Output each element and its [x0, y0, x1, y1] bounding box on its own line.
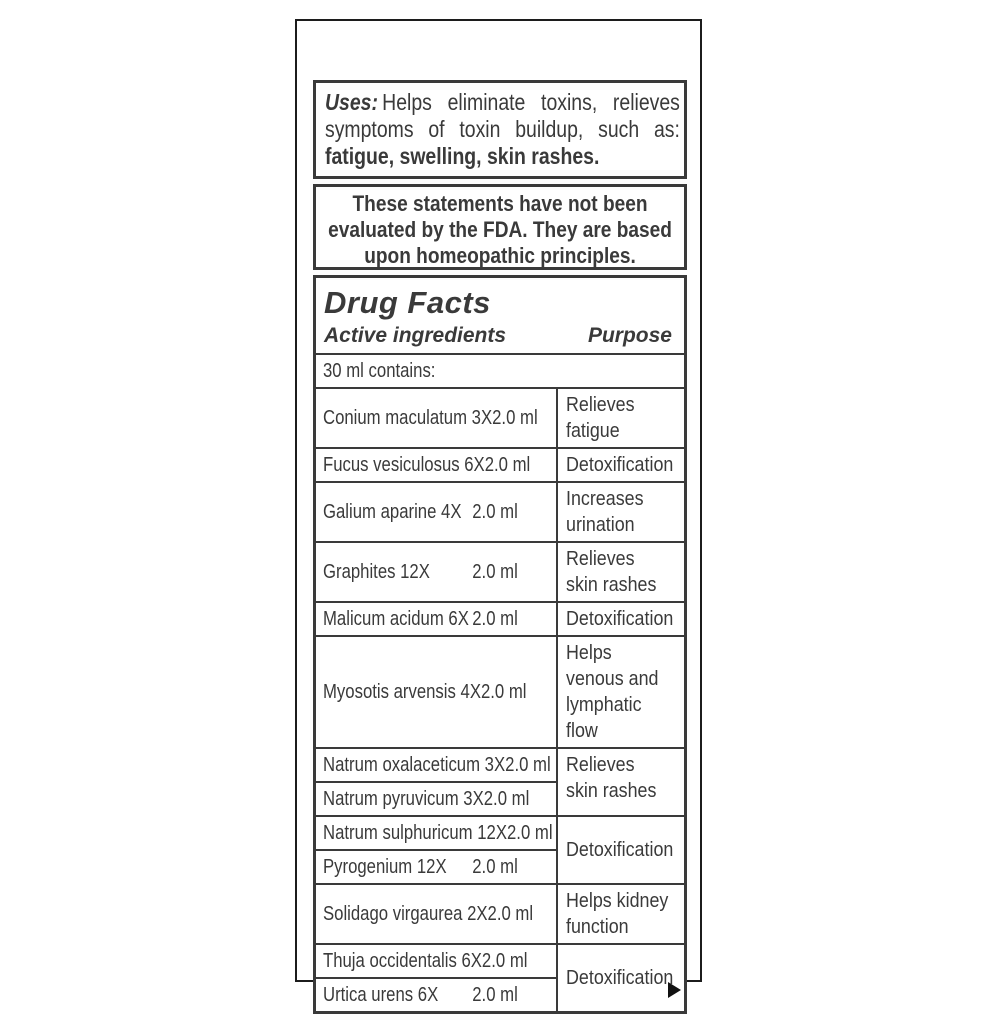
ingredient-amount: 2.0 ml: [487, 903, 534, 925]
purpose-text: Detoxification: [566, 454, 674, 476]
ingredient-name: Fucus vesiculosus 6X: [323, 454, 485, 476]
ingredient-line: [323, 820, 553, 846]
ingredient-group: [316, 943, 684, 1011]
purpose-cell: [556, 603, 684, 635]
table-column-headers: [316, 321, 684, 353]
ingredient-line: [323, 452, 530, 478]
fda-disclaimer-section: [313, 184, 687, 270]
ingredient-row: [316, 483, 556, 541]
ingredient-name: Myosotis arvensis 4X: [323, 681, 481, 703]
ingredient-amount: 2.0 ml: [472, 856, 518, 878]
ingredient-row: [316, 885, 556, 943]
ingredient-name: Pyrogenium 12X: [323, 856, 447, 878]
ingredient-column: [316, 449, 556, 481]
ingredient-row: [316, 781, 556, 815]
ingredient-amount: 2.0 ml: [472, 608, 518, 630]
ingredient-group: [316, 635, 684, 747]
ingredient-line: [323, 606, 518, 632]
uses-section: [313, 80, 687, 179]
ingredient-row: [316, 637, 556, 747]
ingredient-group: [316, 387, 684, 447]
ingredient-line: [323, 786, 529, 812]
ingredient-line: [323, 854, 518, 880]
ingredient-name: Galium aparine 4X: [323, 501, 462, 523]
ingredient-line: [323, 982, 518, 1008]
ingredient-group: [316, 601, 684, 635]
ingredient-row: [316, 749, 556, 781]
ingredient-column: [316, 749, 556, 815]
purpose-cell: [556, 885, 684, 943]
ingredient-column: [316, 603, 556, 635]
drug-facts-title: Drug Facts: [324, 285, 491, 320]
column-header-purpose: Purpose: [587, 324, 672, 347]
contains-row: [316, 353, 684, 387]
ingredient-amount: 2.0 ml: [472, 984, 518, 1006]
ingredient-group: [316, 747, 684, 815]
ingredient-row: [316, 945, 556, 977]
purpose-text: Increases urination: [566, 488, 644, 536]
ingredient-column: [316, 483, 556, 541]
continuation-arrow-icon: [668, 982, 681, 998]
purpose-cell: [556, 483, 684, 541]
purpose-text: Relieves skin rashes: [566, 548, 657, 596]
ingredient-column: [316, 817, 556, 883]
purpose-text: Detoxification: [566, 608, 674, 630]
contains-note: 30 ml contains:: [323, 360, 436, 382]
ingredient-group: [316, 815, 684, 883]
ingredient-name: Malicum acidum 6X: [323, 608, 469, 630]
ingredient-row: [316, 849, 556, 883]
ingredient-column: [316, 945, 556, 1011]
ingredient-amount: 2.0 ml: [481, 950, 528, 972]
purpose-cell: [556, 749, 684, 815]
fda-disclaimer-text: These statements have not been evaluated by the FDA. They are based upon homeopathic principles.: [328, 191, 672, 268]
ingredient-group: [316, 541, 684, 601]
uses-paragraph: [325, 89, 680, 170]
ingredient-group: [316, 481, 684, 541]
ingredient-line: [323, 901, 533, 927]
drug-facts-panel: [313, 275, 687, 1014]
ingredient-row: [316, 543, 556, 601]
ingredient-column: [316, 389, 556, 447]
ingredient-amount: 2.0 ml: [506, 822, 553, 844]
ingredient-row: [316, 977, 556, 1011]
ingredient-column: [316, 637, 556, 747]
ingredient-name: Conium maculatum 3X: [323, 407, 493, 429]
purpose-cell: [556, 817, 684, 883]
column-header-active-ingredients: Active ingredients: [324, 324, 507, 347]
purpose-cell: [556, 637, 684, 747]
ingredient-row: [316, 389, 556, 447]
ingredient-amount: 2.0 ml: [484, 454, 531, 476]
ingredient-row: [316, 817, 556, 849]
uses-heading: Uses:: [325, 89, 378, 115]
ingredient-amount: 2.0 ml: [472, 561, 518, 583]
purpose-text: Detoxification: [566, 839, 674, 861]
product-label: [295, 19, 702, 1006]
ingredient-amount: 2.0 ml: [472, 501, 518, 523]
uses-text: Helps eliminate toxins, relieves symptoms of toxin buildup, such as:: [325, 89, 680, 142]
ingredient-line: [323, 559, 518, 585]
ingredient-amount: 2.0 ml: [483, 788, 530, 810]
ingredient-line: [323, 405, 538, 431]
ingredient-line: [323, 752, 551, 778]
ingredient-name: Natrum oxalaceticum 3X: [323, 754, 506, 776]
label-content: [313, 80, 687, 1014]
ingredient-name: Urtica urens 6X: [323, 984, 439, 1006]
ingredient-name: Natrum sulphuricum 12X: [323, 822, 507, 844]
ingredient-name: Graphites 12X: [323, 561, 430, 583]
purpose-cell: [556, 543, 684, 601]
ingredient-name: Natrum pyruvicum 3X: [323, 788, 484, 810]
purpose-text: Relieves fatigue: [566, 394, 635, 442]
ingredient-line: [323, 499, 518, 525]
ingredient-group: [316, 447, 684, 481]
ingredient-name: Thuja occidentalis 6X: [323, 950, 482, 972]
ingredient-row: [316, 603, 556, 635]
purpose-text: Helps kidney function: [566, 890, 669, 938]
purpose-cell: [556, 449, 684, 481]
purpose-text: Detoxification: [566, 967, 674, 989]
ingredient-group: [316, 883, 684, 943]
ingredient-name: Solidago virgaurea 2X: [323, 903, 488, 925]
ingredient-row: [316, 449, 556, 481]
ingredient-column: [316, 543, 556, 601]
ingredients-table: [316, 387, 684, 1011]
uses-symptoms: fatigue, swelling, skin rashes.: [325, 143, 600, 169]
ingredient-amount: 2.0 ml: [480, 681, 527, 703]
ingredient-amount: 2.0 ml: [492, 407, 538, 429]
ingredient-line: [323, 948, 527, 974]
purpose-text: Helps venous and lymphatic flow: [566, 642, 659, 742]
ingredient-column: [316, 885, 556, 943]
purpose-cell: [556, 389, 684, 447]
ingredient-amount: 2.0 ml: [505, 754, 551, 776]
purpose-text: Relieves skin rashes: [566, 754, 657, 802]
purpose-cell: [556, 945, 684, 1011]
ingredient-line: [323, 679, 527, 705]
